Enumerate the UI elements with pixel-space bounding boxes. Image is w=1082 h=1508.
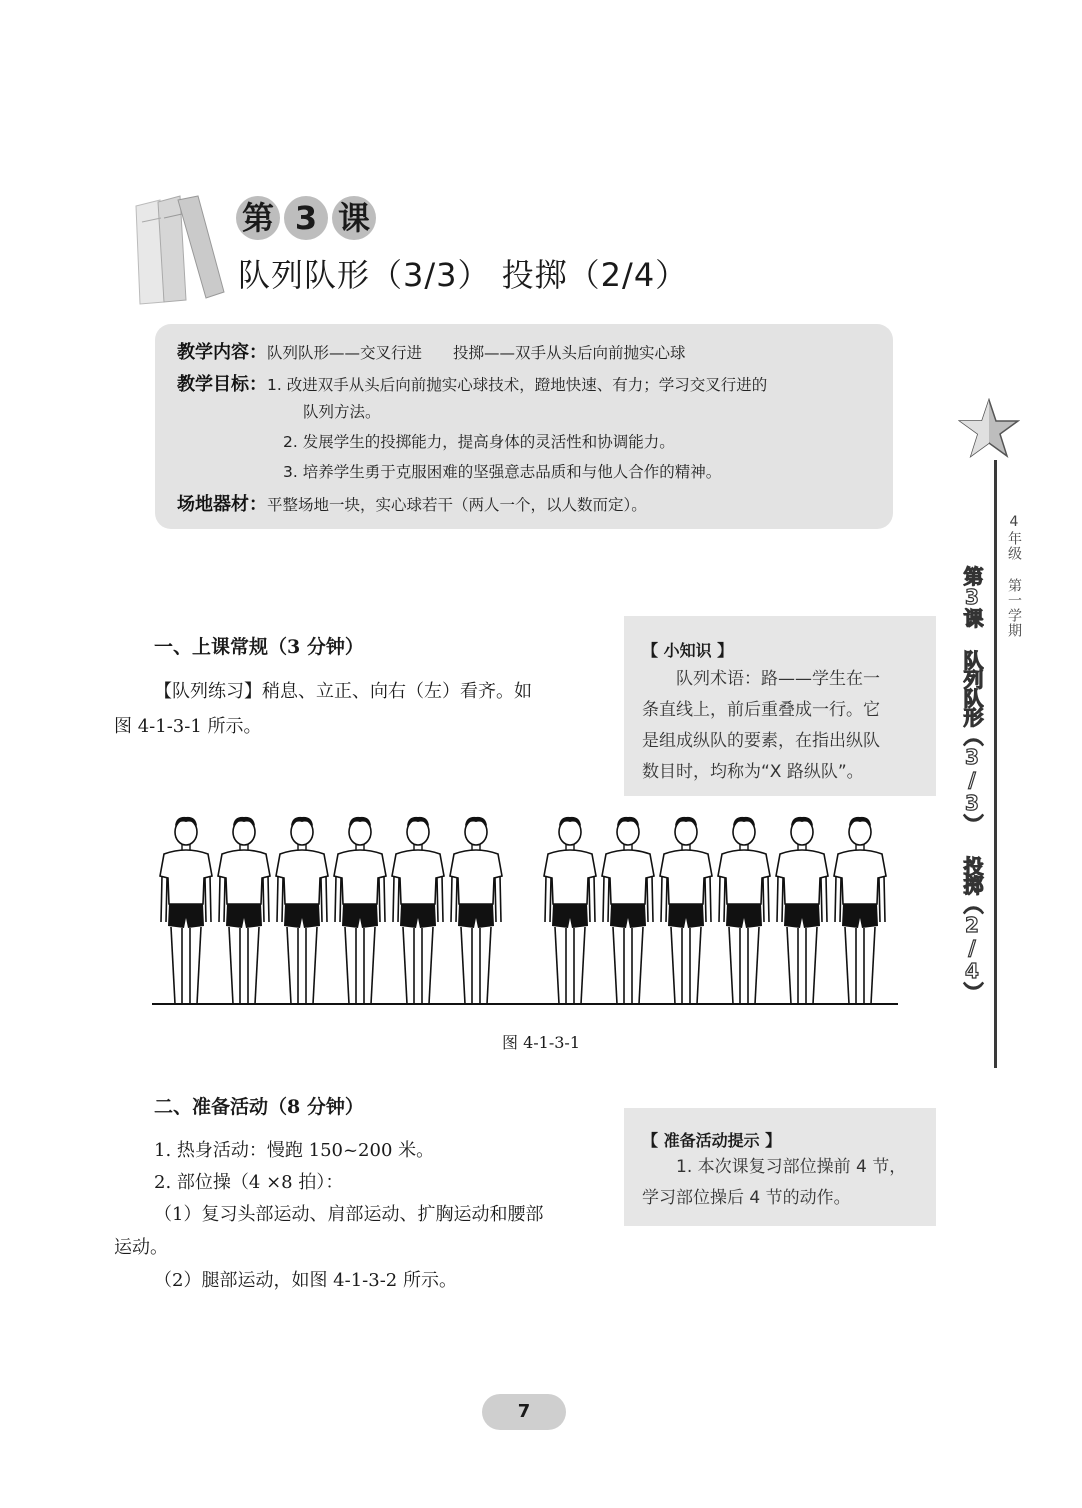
goal-item: 3. 培养学生勇于克服困难的坚强意志品质和与他人合作的精神。 xyxy=(283,463,722,481)
content-text: 队列队形——交叉行进 投掷——双手从头后向前抛实心球 xyxy=(267,344,686,362)
section-heading: 二、准备活动（8 分钟） xyxy=(154,1096,364,1118)
tip-body xyxy=(642,664,922,788)
goal-item: 1. 改进双手从头后向前抛实心球技术，蹬地快速、有力；学习交叉行进的 xyxy=(267,376,768,394)
tip-title: 【 准备活动提示 】 xyxy=(642,1131,782,1150)
student-figure xyxy=(544,817,596,1004)
objectives-box xyxy=(155,324,893,529)
student-figure xyxy=(450,817,502,1004)
students-lineup-figure xyxy=(150,810,900,1010)
books-icon xyxy=(128,192,228,307)
figure-caption: 图 4-1-3-1 xyxy=(501,1033,581,1052)
tip-line: 1. 本次课复习部位操前 4 节， xyxy=(676,1157,907,1177)
paragraph-line: 1. 热身活动：慢跑 150~200 米。 xyxy=(154,1140,435,1161)
student-figure xyxy=(776,817,828,1004)
student-figure xyxy=(276,817,328,1004)
content-row xyxy=(177,338,686,364)
tip-line: 学习部位操后 4 节的动作。 xyxy=(642,1188,851,1208)
lesson-badge-char: 第 xyxy=(236,196,280,240)
goal-item: 队列方法。 xyxy=(303,403,381,421)
tip-body xyxy=(642,1152,922,1214)
sidebar-lesson-title: 第3课 队列队形（3/3） 投掷（2/4） xyxy=(960,566,984,1001)
equip-row xyxy=(177,490,647,516)
sidebar-rule xyxy=(994,460,997,1068)
tip-line: 是组成纵队的要素，在指出纵队 xyxy=(642,731,880,751)
student-figure xyxy=(218,817,270,1004)
paragraph-line: 图 4-1-3-1 所示。 xyxy=(114,716,262,737)
tip-title: 【 小知识 】 xyxy=(642,641,734,660)
tip-line: 队列术语：路——学生在一 xyxy=(676,669,880,689)
lesson-badge-char: 课 xyxy=(332,196,376,240)
student-figure xyxy=(602,817,654,1004)
section-heading: 一、上课常规（3 分钟） xyxy=(154,636,364,658)
student-figure xyxy=(160,817,212,1004)
student-figure xyxy=(660,817,712,1004)
paragraph-line: 【队列练习】稍息、立正、向右（左）看齐。如 xyxy=(154,681,532,702)
paragraph-line: （1）复习头部运动、肩部运动、扩胸运动和腰部 xyxy=(154,1204,544,1225)
warmup-tip-box xyxy=(624,1108,936,1226)
lesson-subtitle: 队列队形（3/3） 投掷（2/4） xyxy=(238,256,689,294)
student-figure xyxy=(334,817,386,1004)
content-label: 教学内容： xyxy=(177,342,267,363)
goal-label: 教学目标： xyxy=(177,374,267,395)
tip-line: 条直线上，前后重叠成一行。它 xyxy=(642,700,880,720)
paragraph-line: （2）腿部运动，如图 4-1-3-2 所示。 xyxy=(154,1270,457,1291)
goal-item: 2. 发展学生的投掷能力，提高身体的灵活性和协调能力。 xyxy=(283,433,675,451)
paragraph-line: 2. 部位操（4 ×8 拍）： xyxy=(154,1172,344,1193)
student-figure xyxy=(718,817,770,1004)
student-figure xyxy=(392,817,444,1004)
knowledge-tip-box xyxy=(624,616,936,796)
paragraph-line: 运动。 xyxy=(114,1237,168,1258)
sidebar-grade: 4年级 第一学期 xyxy=(1006,514,1022,638)
student-figure xyxy=(834,817,886,1004)
tip-line: 数目时，均称为“X 路纵队”。 xyxy=(642,762,864,782)
goal-row xyxy=(177,370,767,396)
page-number: 7 xyxy=(482,1394,566,1430)
equip-text: 平整场地一块，实心球若干（两人一个，以人数而定）。 xyxy=(267,496,647,514)
lesson-badge-number: 3 xyxy=(284,196,328,240)
equip-label: 场地器材： xyxy=(177,494,267,515)
star-icon xyxy=(958,398,1020,460)
